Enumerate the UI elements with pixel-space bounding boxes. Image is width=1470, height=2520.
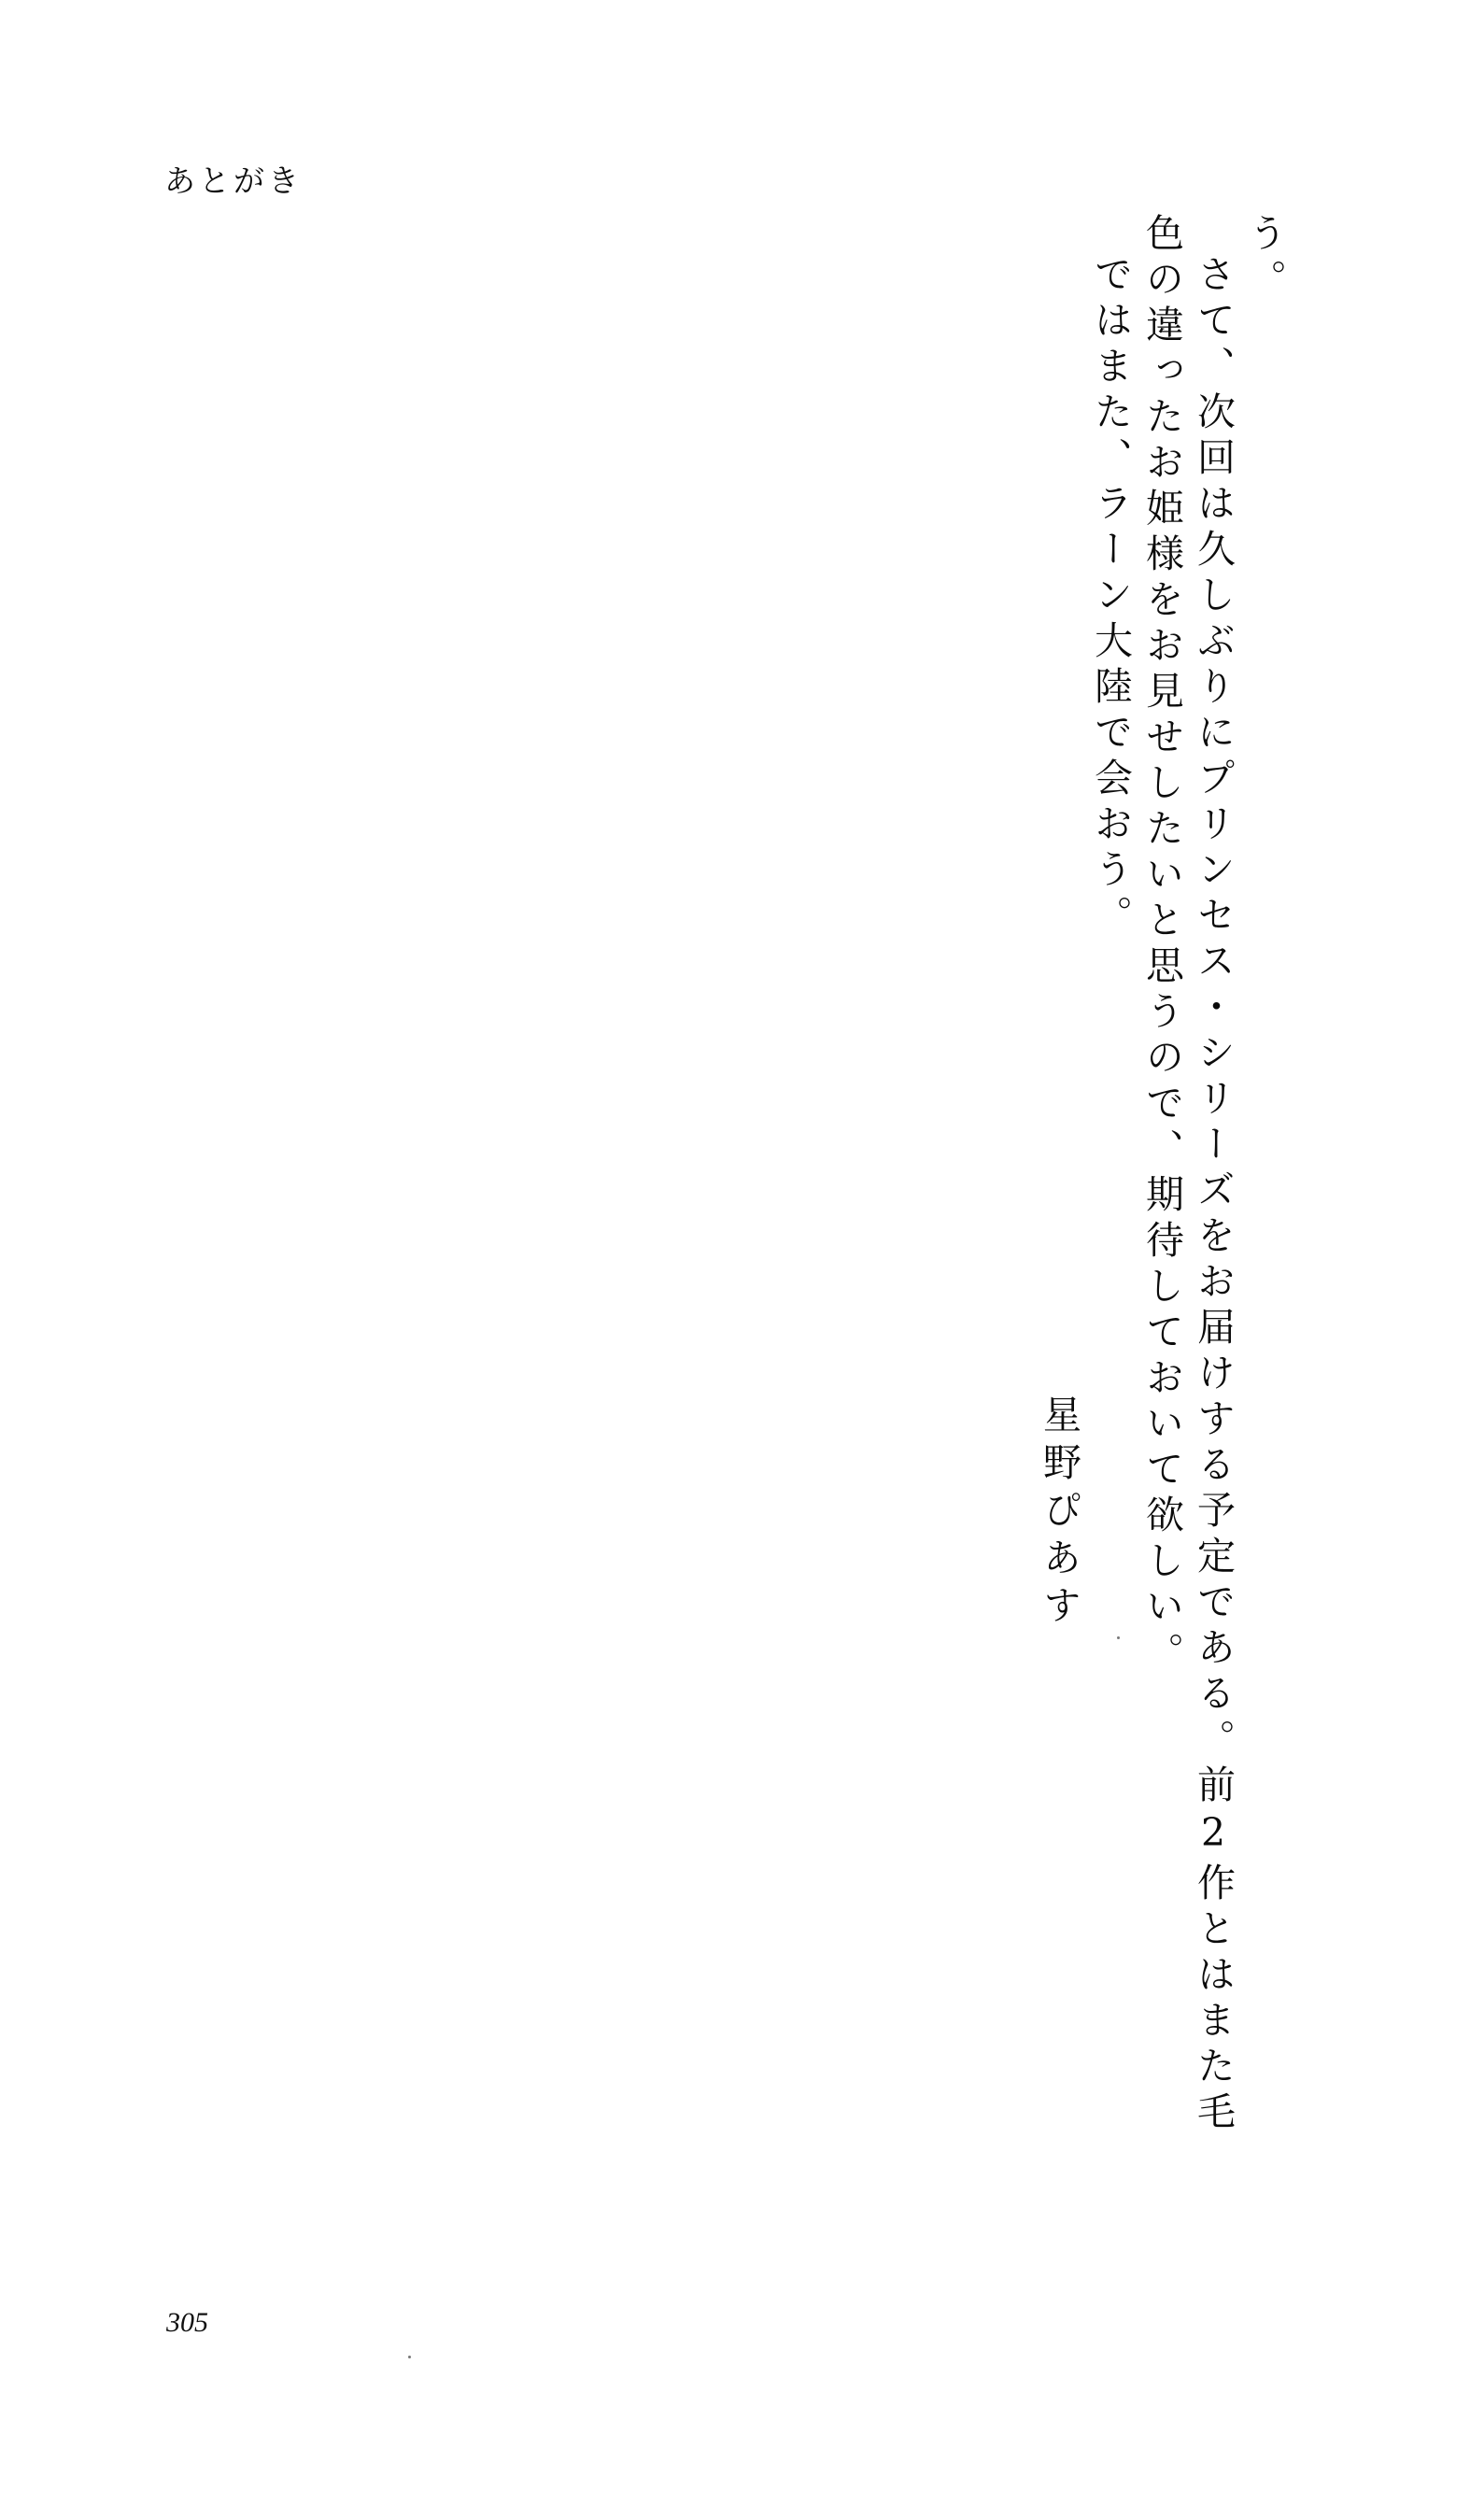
page-number: 305	[166, 2307, 208, 2338]
text-column-1: う。	[1242, 213, 1287, 304]
print-speck	[408, 2356, 411, 2358]
vertical-text-block	[929, 213, 1287, 2230]
text-column-4: ではまた、ラーン大陸で会おう。	[1088, 254, 1133, 941]
text-column-3: 色の違ったお姫様をお見せしたいと思うので、期待しておいて欲しい。	[1139, 213, 1184, 1678]
print-speck	[1117, 1636, 1120, 1639]
page-title: あとがき	[164, 163, 303, 199]
author-signature: 星野ぴあす	[1037, 1394, 1081, 1633]
text-column-2: さて、次回は久しぶりにプリンセス・シリーズをお届けする予定である。前2作とはまた毛	[1191, 254, 1236, 2137]
